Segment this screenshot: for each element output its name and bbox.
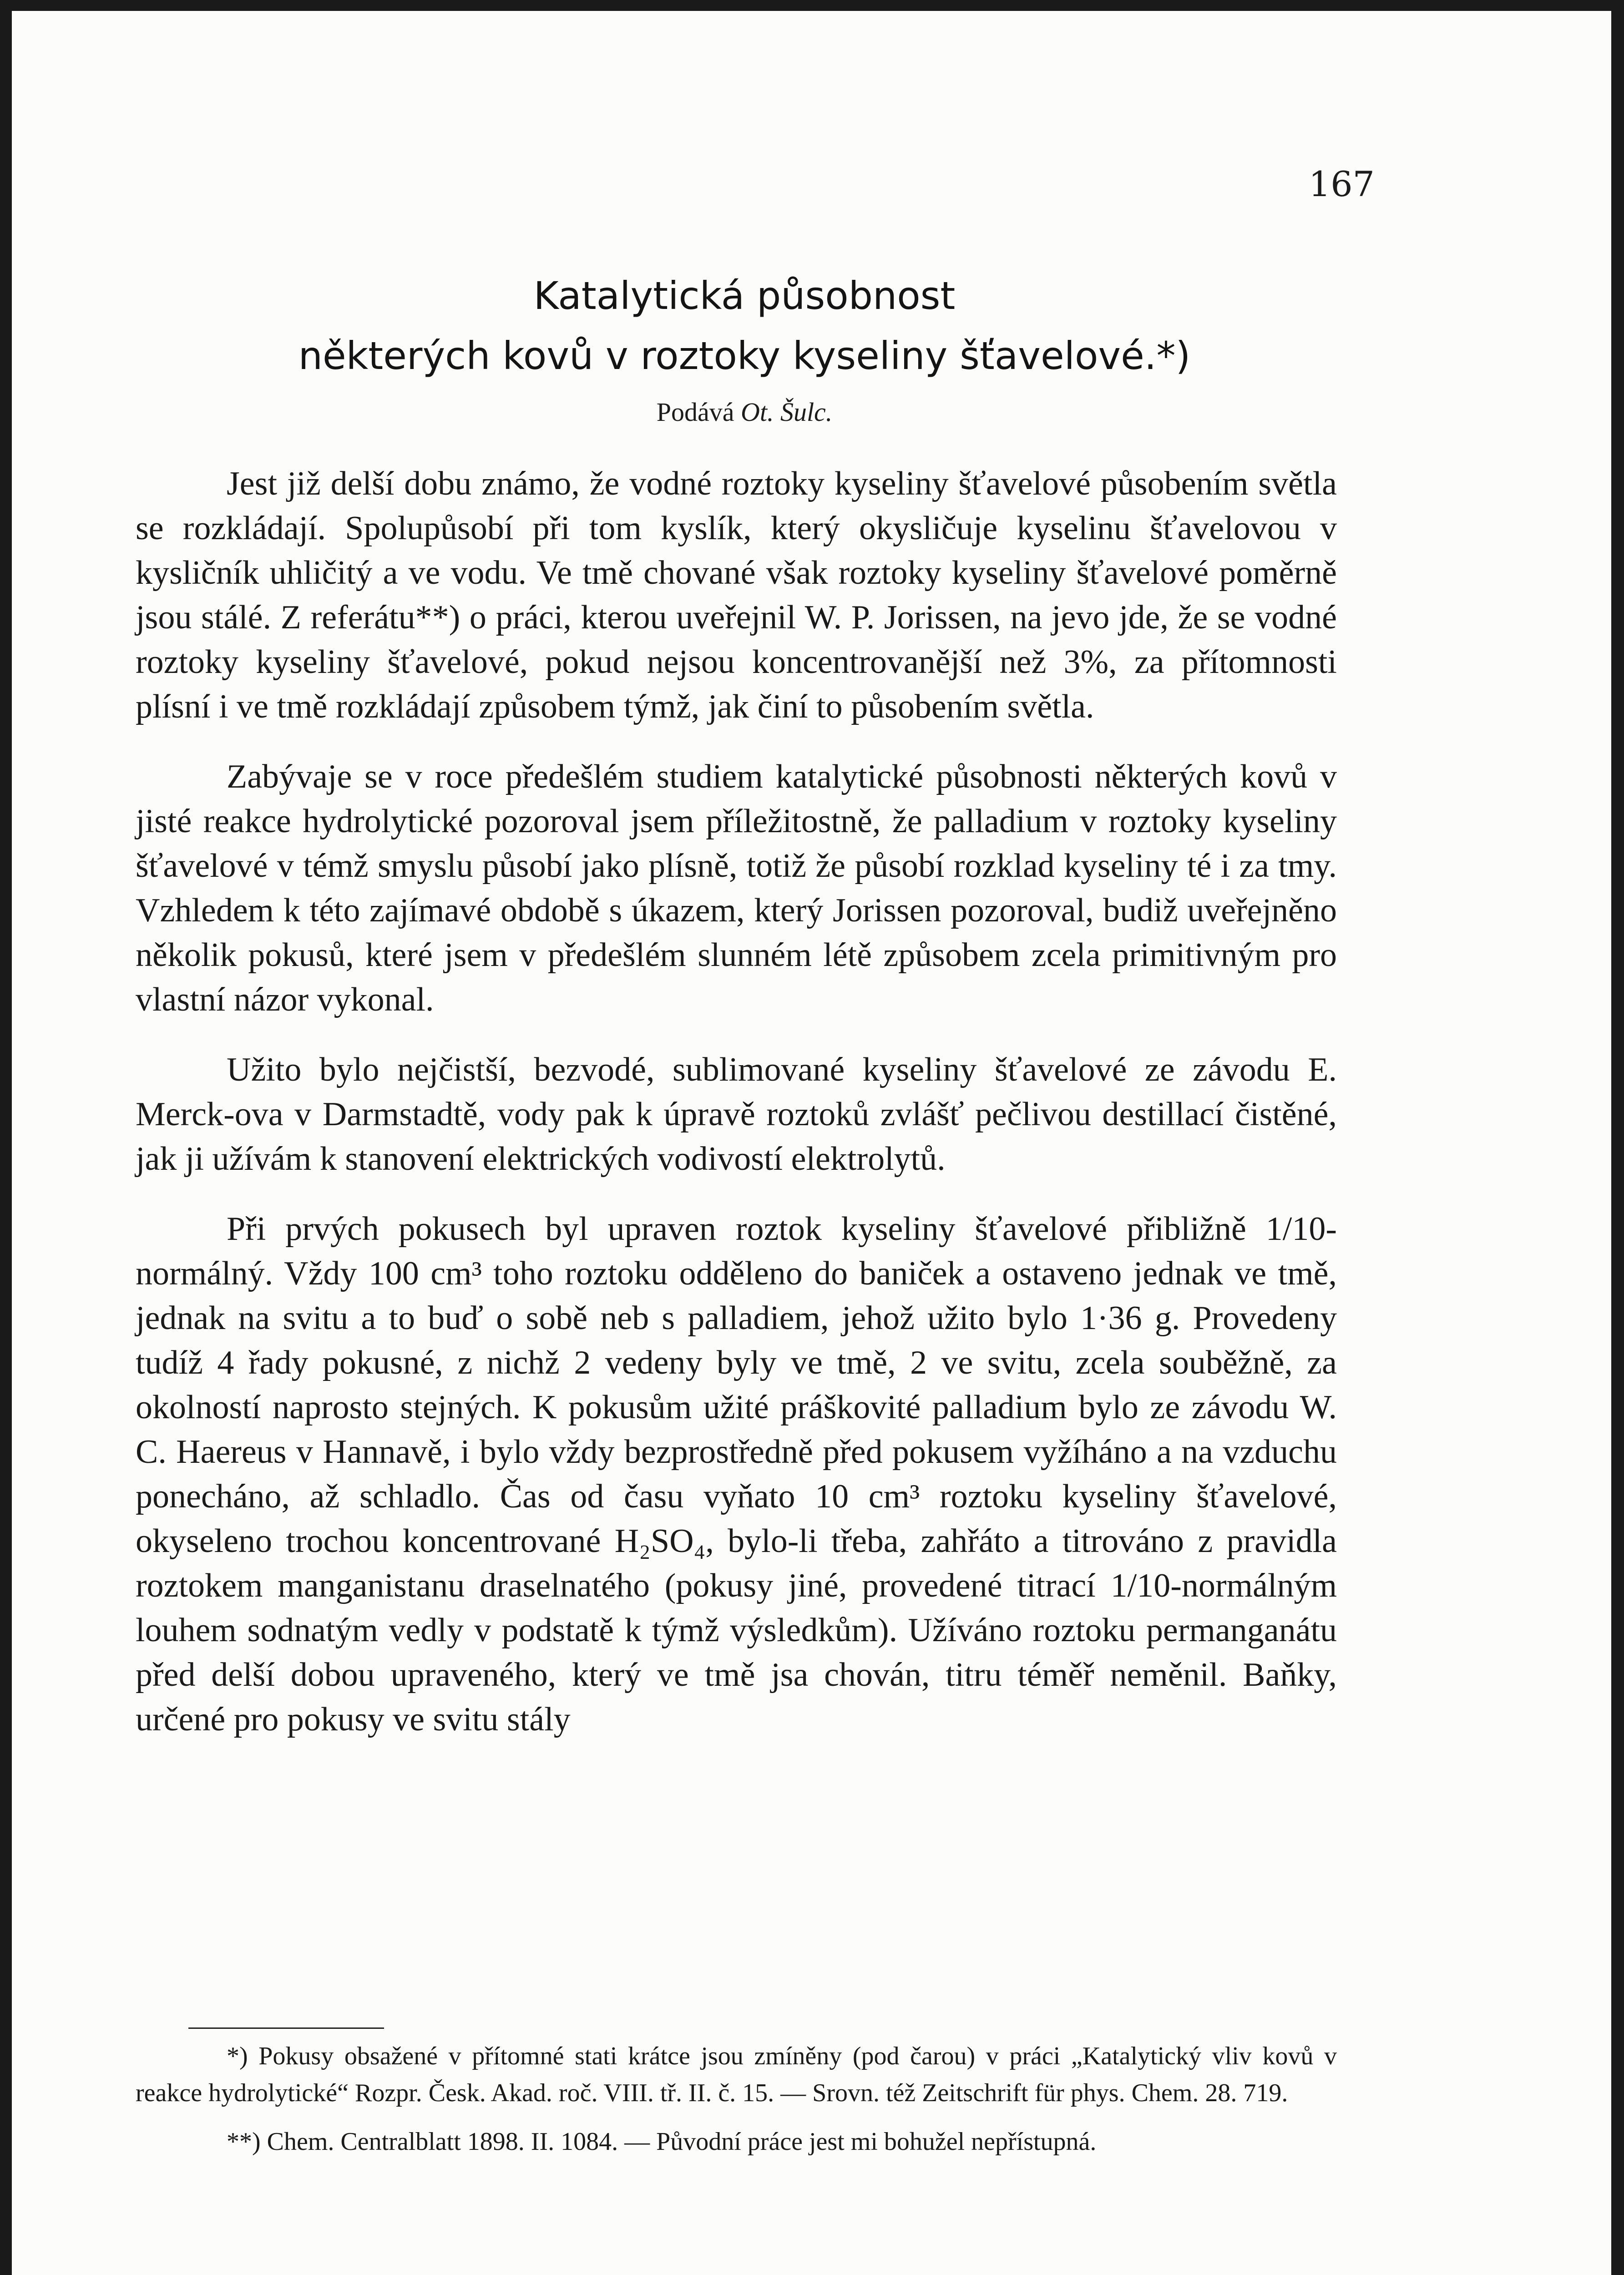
- page: [12, 11, 1611, 2275]
- title-line-2: některých kovů v roztoky kyseliny šťavelové.*): [298, 334, 1191, 378]
- footnotes: [136, 2038, 1337, 2172]
- footnote-2: **) Chem. Centralblatt 1898. II. 1084. — Původní práce jest mi bohužel nepřístupná.: [227, 2128, 1097, 2156]
- article-body: [136, 461, 1337, 1767]
- article-title: [12, 266, 1477, 386]
- footnote-1: *) Pokusy obsažené v přítomné stati krátce jsou zmíněny (pod čarou) v práci „Katalytický vliv kovů v reakce hydrolytické“ Rozpr. Česk. Akad. roč. VIII. tř. II. č. 15. — Srovn. též Zeitschrift für phys. Chem. 28. 719.: [136, 2042, 1337, 2107]
- author-name: Ot. Šulc.: [740, 397, 833, 427]
- paragraph-3: Užito bylo nejčistší, bezvodé, sublimované kyseliny šťavelové ze závodu E. Merck-ova v Darmstadtě, vody pak k úpravě roztoků zvlášť pečlivou destillací čistěné, jak ji užívám k stanovení elektrických vodivostí elektrolytů.: [136, 1051, 1337, 1178]
- paragraph-4: Při prvých pokusech byl upraven roztok kyseliny šťavelové přibližně 1/10-normálný. Vždy 100 cm³ toho roztoku odděleno do baniček a ostaveno jednak ve tmě, jednak na svitu a to buď o sobě neb s palladiem, jehož užito bylo 1·36 g. Provedeny tudíž 4 řady pokusné, z nichž 2 vedeny byly ve tmě, 2 ve svitu, zcela souběžně, za okolností naprosto stejných. K pokusům užité práškovité palladium bylo ze závodu W. C. Haereus v Hannavě, i bylo vždy bezprostředně před pokusem vyžíháno a na vzduchu ponecháno, až schladlo. Čas od času vyňato 10 cm³ roztoku kyseliny šťavelové, okyseleno trochou koncentrované H₂SO₄, bylo-li třeba, zahřáto a titrováno z pravidla roztokem manganistanu draselnatého (pokusy jiné, provedené titrací 1/10-normálným louhem sodnatým vedly v podstatě k týmž výsledkům). Užíváno roztoku permanganátu před delší dobou upraveného, který ve tmě jsa chován, titru téměř neměnil. Baňky, určené pro pokusy ve svitu stály: [136, 1210, 1337, 1738]
- title-line-1: Katalytická působnost: [533, 273, 956, 318]
- paragraph-1: Jest již delší dobu známo, že vodné roztoky kyseliny šťavelové působením světla se rozkládají. Spolupůsobí při tom kyslík, který okysličuje kyselinu šťavelovou v kysličník uhličitý a ve vodu. Ve tmě chované však roztoky kyseliny šťavelové poměrně jsou stálé. Z referátu**) o práci, kterou uveřejnil W. P. Jorissen, na jevo jde, že se vodné roztoky kyseliny šťavelové, pokud nejsou koncentrovanější než 3%, za přítomnosti plísní i ve tmě rozkládají způsobem týmž, jak činí to působením světla.: [136, 465, 1337, 725]
- author-byline: [12, 397, 1477, 427]
- page-number: 167: [1308, 164, 1375, 204]
- footnote-divider: [188, 2027, 384, 2029]
- author-prefix: Podává: [656, 397, 734, 427]
- paragraph-2: Zabývaje se v roce předešlém studiem katalytické působnosti některých kovů v jisté reakce hydrolytické pozoroval jsem příležitostně, že palladium v roztoky kyseliny šťavelové v témž smyslu působí jako plísně, totiž že působí rozklad kyseliny té i za tmy. Vzhledem k této zajímavé obdobě s úkazem, který Jorissen pozoroval, budiž uveřejněno několik pokusů, které jsem v předešlém slunném létě způsobem zcela primitivným pro vlastní názor vykonal.: [136, 758, 1337, 1018]
